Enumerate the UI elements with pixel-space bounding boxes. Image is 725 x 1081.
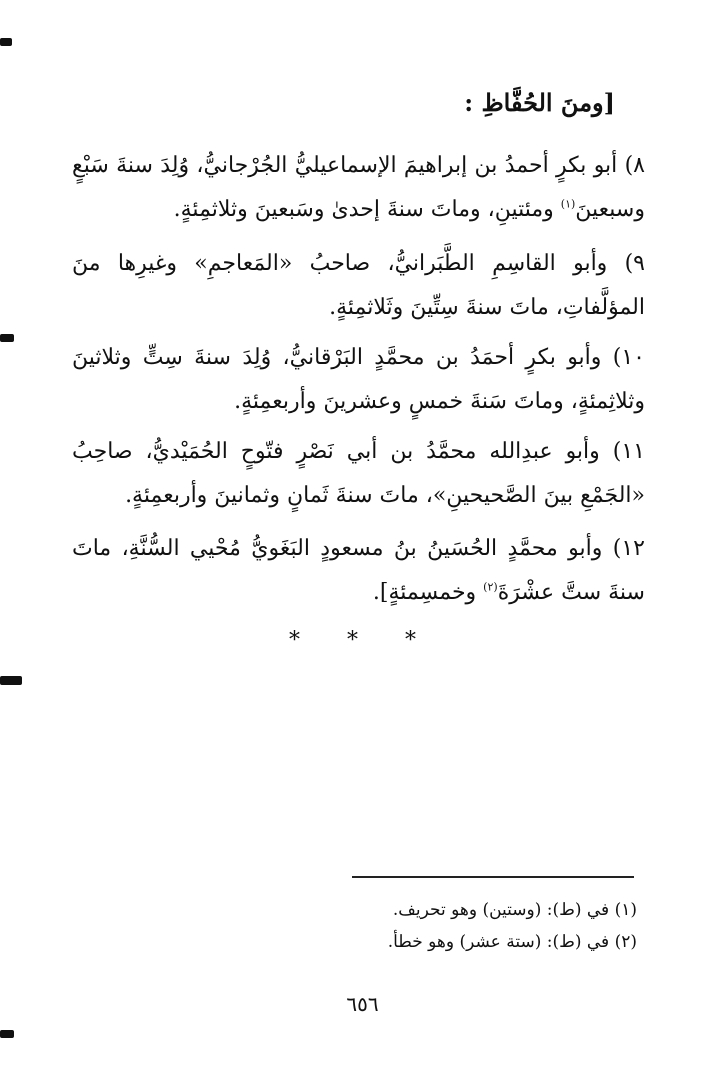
scan-margin-mark <box>0 38 12 46</box>
footnote-ref-1: (١) <box>560 197 576 211</box>
scan-margin-mark <box>0 334 14 342</box>
entry-12-text-b: وخمسِمئةٍ]. <box>372 580 484 605</box>
page-number: ٦٥٦ <box>346 992 379 1016</box>
entry-8-text-b: ومئتينِ، وماتَ سنةَ إحدىٰ وسَبعينَ وثلاثمِئةٍ. <box>173 197 561 222</box>
entry-11: ١١) وأبو عبدِالله محمَّدُ بن أبي نَصْرٍ فتّوحٍ الحُمَيْديُّ، صاحِبُ «الجَمْعِ بينَ الصَّحيحينِ»، ماتَ سنةَ ثَمانٍ وثمانينَ وأربعمِئةٍ. <box>72 439 645 508</box>
entry-8 <box>72 144 645 232</box>
footnote-divider <box>352 876 634 878</box>
scan-margin-mark <box>0 1030 14 1038</box>
section-heading: [ومنَ الحُفَّاظِ : <box>464 88 615 117</box>
footnote-1: (١) في (ط): (وستين) وهو تحريف. <box>392 900 637 920</box>
footnote-ref-2: (٢) <box>483 580 498 594</box>
entry-9: ٩) وأبو القاسِمِ الطَّبَرانيُّ، صاحبُ «المَعاجمِ» وغيرِها منَ المؤلَّفاتِ، ماتَ سنةَ سِتِّينَ وثَلاثمِئةٍ. <box>72 251 645 320</box>
entry-12 <box>72 527 645 615</box>
scan-margin-mark <box>0 676 22 685</box>
entry-8-text-a: ٨) أبو بكرٍ أحمدُ بن إبراهيمَ الإسماعيليُّ الجُرْجانيُّ، وُلِدَ سنةَ سَبْعٍ وسبعينَ <box>72 153 645 222</box>
entry-12-text-a: ١٢) وأبو محمَّدٍ الحُسَينُ بنُ مسعودٍ البَغَويُّ مُحْيي السُّنَّةِ، ماتَ سنةَ ستَّ عشْرَةَ <box>72 536 645 605</box>
section-separator: * * * <box>289 628 436 653</box>
entry-10: ١٠) وأبو بكرٍ أحمَدُ بن محمَّدٍ البَرْقانيُّ، وُلِدَ سنةَ سِتٍّ وثلاثينَ وثلاثِمئةٍ، وماتَ سَنةَ خمسٍ وعشرينَ وأربعمِئةٍ. <box>72 345 645 414</box>
footnote-2: (٢) في (ط): (ستة عشر) وهو خطأ. <box>387 932 637 952</box>
